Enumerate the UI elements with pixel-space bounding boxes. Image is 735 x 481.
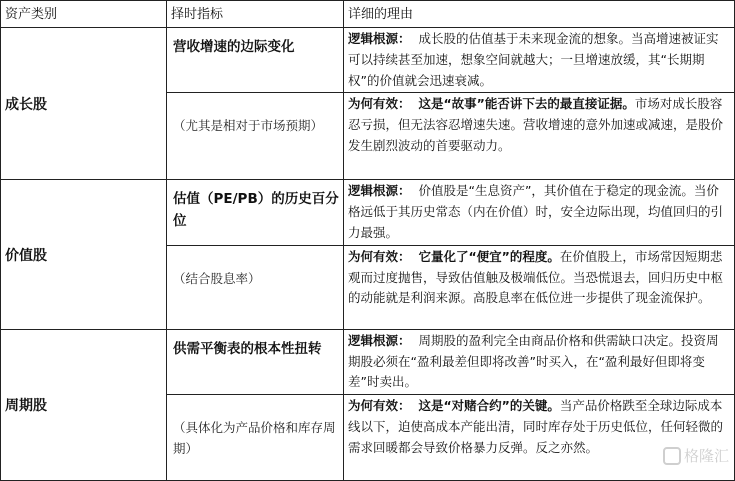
why-text: 在价值股上，市场常因短期悲观而过度抛售，导致估值触及极端低位。当恐慌退去，回归历史中枢的动能就是利润来源。高股息率在低位进一步提供了现金流保护。 <box>348 248 724 306</box>
watermark-text: 格隆汇 <box>683 447 729 465</box>
why-text: 市场对成长股容忍亏损，但无法容忍增速失速。营收增速的意外加速或减速，是股价发生剧烈波动的首要驱动力。 <box>348 96 724 153</box>
why-bold: 这是“故事”能否讲下去的最直接证据。 <box>418 96 635 112</box>
category-cell: 周期股 <box>1 329 167 480</box>
logic-text: 周期股的盈利完全由商品价格和供需缺口决定。投资周期股必须在“盈利最差但即将改善”时买入，在“盈利最好但即将变差”时卖出。 <box>348 332 719 390</box>
logic-label: 逻辑根源： <box>348 183 411 199</box>
logic-cell <box>344 180 735 245</box>
table-row <box>1 329 735 394</box>
indicator-cell: 供需平衡表的根本性扭转 <box>167 329 344 394</box>
header-asset-class: 资产类别 <box>1 1 167 28</box>
watermark <box>663 445 729 466</box>
table-row <box>1 180 735 245</box>
header-timing-indicator: 择时指标 <box>167 1 344 28</box>
indicator-cell: 营收增速的边际变化 <box>167 28 344 93</box>
why-label: 为何有效： <box>348 96 411 112</box>
why-cell <box>344 245 735 329</box>
note-cell: （结合股息率） <box>167 245 344 329</box>
header-detailed-reason: 详细的理由 <box>344 1 735 28</box>
why-text: 当产品价格跌至全球边际成本线以下，迫使高成本产能出清，同时库存处于历史低位，任何轻微的需求回暖都会导致价格暴力反弹。反之亦然。 <box>348 398 724 455</box>
why-bold: 这是“对赌合约”的关键。 <box>418 398 560 414</box>
note-cell: （具体化为产品价格和库存周期） <box>167 395 344 481</box>
watermark-logo-icon <box>663 447 681 465</box>
header-row <box>1 1 735 28</box>
why-cell <box>344 93 735 180</box>
logic-cell <box>344 329 735 394</box>
logic-label: 逻辑根源： <box>348 31 411 46</box>
why-label: 为何有效： <box>348 398 411 414</box>
note-cell: （尤其是相对于市场预期） <box>167 93 344 180</box>
category-cell: 价值股 <box>1 180 167 329</box>
why-cell <box>344 395 735 481</box>
logic-label: 逻辑根源： <box>348 332 411 348</box>
category-cell: 成长股 <box>1 28 167 180</box>
logic-text: 价值股是“生息资产”，其价值在于稳定的现金流。当价格远低于其历史常态（内在价值）时，安全边际出现，均值回归的引力最强。 <box>348 183 724 240</box>
logic-text: 成长股的估值基于未来现金流的想象。当高增速被证实可以持续甚至加速，想象空间就越大；一旦增速放缓，其“长期期权”的价值就会迅速衰减。 <box>348 31 719 88</box>
table-row <box>1 28 735 93</box>
why-label: 为何有效： <box>348 248 411 264</box>
logic-cell <box>344 28 735 93</box>
why-bold: 它量化了“便宜”的程度。 <box>418 248 560 264</box>
indicator-cell: 估值（PE/PB）的历史百分位 <box>167 180 344 245</box>
